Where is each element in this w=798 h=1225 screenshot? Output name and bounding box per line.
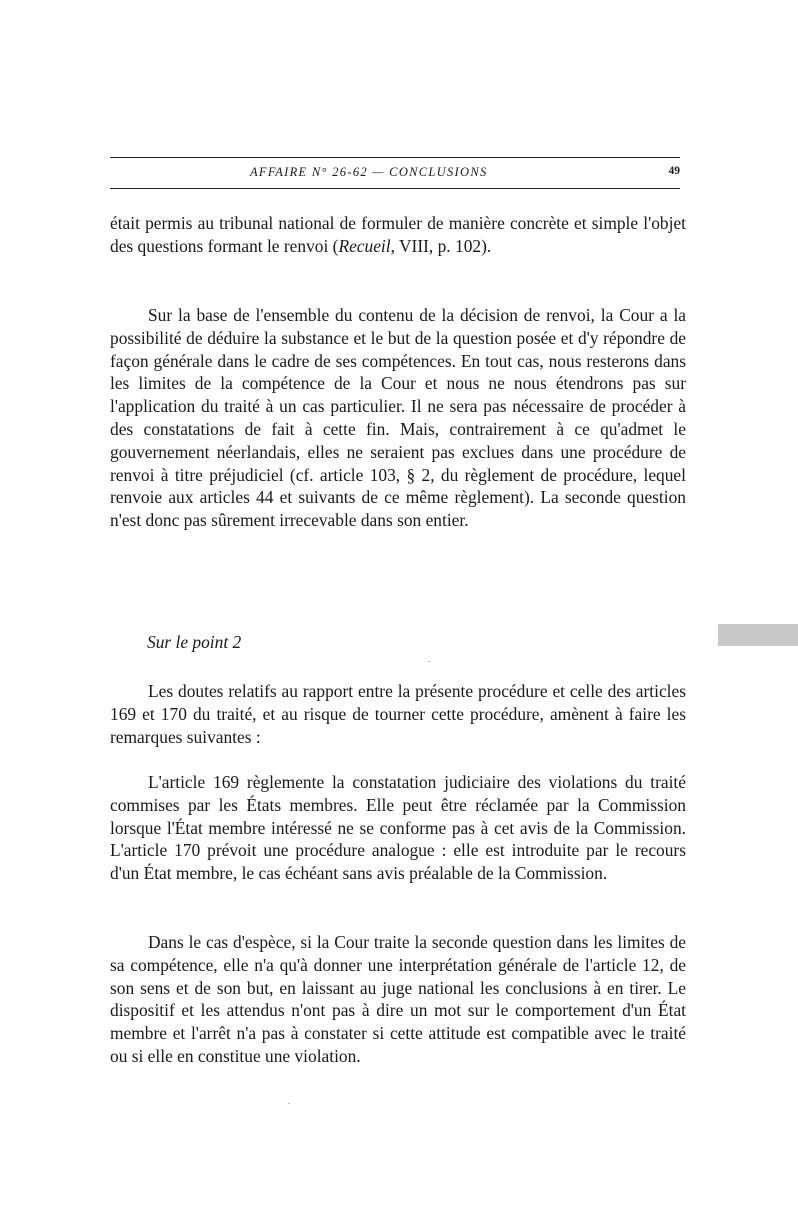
scan-speck bbox=[428, 661, 430, 662]
citation-recueil: Recueil bbox=[338, 235, 391, 256]
paragraph-3 bbox=[110, 680, 686, 748]
paragraph-1 bbox=[110, 212, 686, 258]
paragraph-1-text: était permis au tribunal national de formuler de manière concrète et simple l'objet des questions formant le renvoi ( bbox=[110, 213, 686, 256]
page-number: 49 bbox=[668, 165, 680, 177]
header-rule-bottom bbox=[110, 188, 680, 189]
paragraph-5 bbox=[110, 931, 686, 1068]
paragraph-2 bbox=[110, 304, 686, 532]
side-marker-tab bbox=[718, 624, 798, 646]
section-heading: Sur le point 2 bbox=[147, 632, 242, 652]
paragraph-5-text: Dans le cas d'espèce, si la Cour traite la seconde question dans les limites de sa compétence, elle n'a qu'à donner une interprétation générale de l'article 12, de son sens et de son but, en laissant au juge national les conclusions à en tirer. Le dispositif et les attendus n'ont pas à dire un mot sur le comportement d'un État membre et l'arrêt n'a pas à constater si cette attitude est compatible avec le traité ou si elle en constitue une violation. bbox=[110, 932, 686, 1066]
running-head-title: AFFAIRE N° 26-62 — CONCLUSIONS bbox=[250, 165, 488, 179]
running-head bbox=[110, 163, 680, 183]
paragraph-1-tail: , VIII, p. 102). bbox=[390, 235, 492, 256]
paragraph-3-text: Les doutes relatifs au rapport entre la présente procédure et celle des articles 169 et 170 du traité, et au risque de tourner cette procédure, amènent à faire les remarques suivantes : bbox=[110, 681, 686, 747]
header-rule-top bbox=[110, 157, 680, 158]
paragraph-4 bbox=[110, 771, 686, 885]
paragraph-2-text: Sur la base de l'ensemble du contenu de la décision de renvoi, la Cour a la possibilité de déduire la substance et le but de la question posée et d'y répondre de façon générale dans le cadre de ses compétences. En tout cas, nous resterons dans les limites de la compétence de la Cour et nous ne nous étendrons pas sur l'application du traité à un cas particulier. Il ne sera pas nécessaire de procéder à des constatations de fait à cette fin. Mais, contrairement à ce qu'admet le gouvernement néerlandais, elles ne seraient pas exclues dans une procédure de renvoi à titre préjudiciel (cf. article 103, § 2, du règlement de procédure, lequel renvoie aux articles 44 et suivants de ce même règlement). La seconde question n'est donc pas sûrement irrecevable dans son entier. bbox=[110, 305, 686, 531]
paragraph-4-text: L'article 169 règlemente la constatation judiciaire des violations du traité commises par les États membres. Elle peut être réclamée par la Commission lorsque l'État membre intéressé ne se conforme pas à cet avis de la Commission. L'article 170 prévoit une procédure analogue : elle est introduite par le recours d'un État membre, le cas échéant sans avis préalable de la Commission. bbox=[110, 772, 686, 884]
scan-speck bbox=[288, 1103, 290, 1104]
